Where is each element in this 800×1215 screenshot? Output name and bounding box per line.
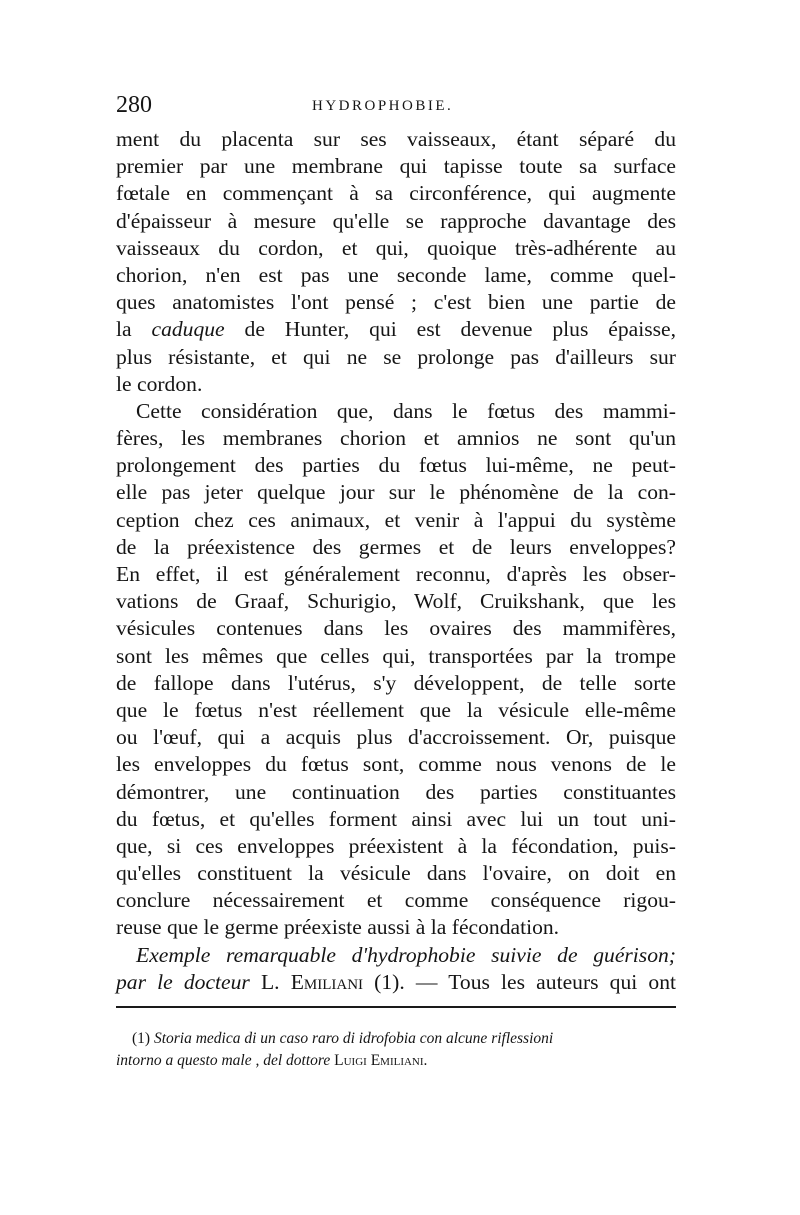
- footnote-end: .: [423, 1052, 428, 1069]
- text-line: ception chez ces animaux, et venir à l'appui du système: [116, 507, 676, 532]
- text-line: ment du placenta sur ses vaisseaux, étant séparé du: [116, 127, 676, 151]
- text-line: ou l'œuf, qui a acquis plus d'accroissement. Or, puisque: [116, 725, 676, 750]
- page-number: 280: [116, 92, 152, 118]
- text-line: le cordon.: [116, 371, 203, 396]
- text-line: du fœtus, et qu'elles forment ainsi avec lui un tout uni-: [116, 806, 676, 831]
- section-heading-line: Exemple remarquable d'hydrophobie suivie de guérison;: [136, 942, 676, 967]
- text-line: démontrer, une continuation des parties constituantes: [116, 779, 676, 804]
- text-line: chorion, n'en est pas une seconde lame, comme quel-: [116, 262, 676, 287]
- text-line: [116, 969, 676, 996]
- text-line: En effet, il est généralement reconnu, d'après les obser-: [116, 562, 676, 586]
- text-line: prolongement des parties du fœtus lui-même, ne peut-: [116, 453, 676, 478]
- text-line: [116, 316, 676, 343]
- author-initial: L.: [249, 969, 291, 994]
- text-run: la: [116, 317, 152, 342]
- footnote-marker: (1): [132, 1030, 154, 1047]
- footnote-title: Storia medica di un caso raro di idrofobia con alcune riflessioni: [153, 1030, 554, 1047]
- text-line: conclure nécessairement et comme conséquence rigou-: [116, 888, 676, 913]
- footnote-title-cont: intorno a questo male , del dottore: [116, 1052, 335, 1069]
- text-run: de Hunter, qui est devenue plus épaisse,: [224, 317, 676, 342]
- footnote-line: [116, 1028, 676, 1050]
- text-line: vésicules contenues dans les ovaires des mammifères,: [116, 616, 676, 641]
- text-run: (1). — Tous les auteurs qui ont: [363, 969, 677, 994]
- footnote-line: [116, 1050, 676, 1072]
- text-line: que le fœtus n'est réellement que la vésicule elle-même: [116, 697, 676, 722]
- footnote-rule: [116, 1006, 676, 1008]
- text-line: fœtale en commençant à sa circonférence, qui augmente: [116, 181, 676, 206]
- body-text: [116, 126, 676, 996]
- text-line: vaisseaux du cordon, et qui, quoique très-adhérente au: [116, 235, 676, 260]
- text-line: de la préexistence des germes et de leurs enveloppes?: [116, 534, 676, 559]
- text-line: que, si ces enveloppes préexistent à la fécondation, puis-: [116, 833, 676, 858]
- text-line: qu'elles constituent la vésicule dans l'ovaire, on doit en: [116, 861, 676, 886]
- italic-term: caduque: [151, 317, 225, 342]
- text-line: premier par une membrane qui tapisse toute sa surface: [116, 154, 676, 179]
- text-line: elle pas jeter quelque jour sur le phénomène de la con-: [116, 480, 676, 505]
- text-line: de fallope dans l'utérus, s'y développent, de telle sorte: [116, 670, 676, 695]
- text-line: les enveloppes du fœtus sont, comme nous venons de le: [116, 752, 676, 777]
- author-name: Emiliani: [290, 969, 364, 994]
- running-title: HYDROPHOBIE.: [312, 98, 454, 114]
- text-line: d'épaisseur à mesure qu'elle se rapproche davantage des: [116, 208, 676, 233]
- text-line: ques anatomistes l'ont pensé ; c'est bien une partie de: [116, 290, 676, 315]
- footnote: [116, 1028, 676, 1072]
- page-header: [116, 92, 676, 122]
- text-line: reuse que le germe préexiste aussi à la fécondation.: [116, 915, 560, 940]
- text-line: sont les mêmes que celles qui, transportées par la trompe: [116, 643, 676, 668]
- text-line: plus résistante, et qui ne se prolonge pas d'ailleurs sur: [116, 344, 676, 369]
- text-line: vations de Graaf, Schurigio, Wolf, Cruikshank, que les: [116, 589, 676, 614]
- footnote-author: Luigi Emiliani: [334, 1052, 424, 1069]
- text-line: fères, les membranes chorion et amnios ne sont qu'un: [116, 426, 676, 451]
- italic-run: par le docteur: [116, 969, 250, 994]
- text-line: Cette considération que, dans le fœtus des mammi-: [136, 398, 676, 423]
